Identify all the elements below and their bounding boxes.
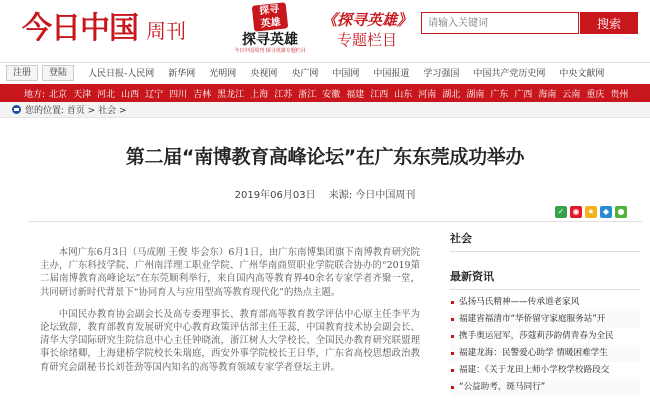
sidebar-section-latest[interactable]: 最新资讯	[450, 268, 640, 290]
qzone-icon[interactable]: ★	[585, 206, 597, 218]
region-link[interactable]: 黑龙江	[217, 89, 245, 100]
breadcrumb	[0, 102, 650, 118]
login-button[interactable]: 登陆	[42, 65, 74, 81]
divider	[28, 221, 642, 222]
article-paragraph: 本网广东6月3日（马成刚 王俊 毕会东）6月1日，由广东南博集团旗下南博教育研究院主办，广东科技学院、广州南洋理工职业学院、广州华南商贸职业学院联合协办的“2019第二届南博教育高峰论坛”在东莞顺利举行，来自国内高等教育界40余名专家学者齐聚一堂，共同研讨新时代背景下“协同育人与应用型高等教育现代化”的热点主题。	[40, 247, 420, 298]
news-item[interactable]: 福建省福清市“华侨留守家庭服务站”开	[450, 311, 640, 328]
home-icon	[12, 105, 21, 114]
news-item[interactable]: 福建：《关于龙田上师小学校学校路段交	[450, 362, 640, 379]
article-date: 2019年06月03日	[234, 190, 316, 201]
region-link[interactable]: 广东	[490, 89, 509, 100]
wechat-icon[interactable]: ✓	[555, 206, 567, 218]
partner-link[interactable]: 人民日报-人民网	[88, 69, 155, 79]
logo-text: 今日中国	[22, 11, 138, 46]
news-item[interactable]: 弘扬马氏精神——传承道老家风	[450, 294, 640, 311]
region-link[interactable]: 广西	[514, 89, 533, 100]
partner-link[interactable]: 中央文献网	[559, 69, 605, 79]
weibo-icon[interactable]: ◉	[570, 206, 582, 218]
region-link[interactable]: 上海	[250, 89, 269, 100]
wechat-moments-icon[interactable]: ●	[615, 206, 627, 218]
region-link[interactable]: 吉林	[193, 89, 212, 100]
site-logo[interactable]	[22, 10, 186, 48]
region-link[interactable]: 福建	[346, 89, 365, 100]
partner-link[interactable]: 中国报道	[373, 69, 410, 79]
sidebar-section-society[interactable]: 社会	[450, 230, 640, 252]
region-link[interactable]: 安徽	[322, 89, 341, 100]
article-paragraph: 中国民办教育协会副会长及高专委理事长、教育部高等教育教学评估中心原主任李平为论坛致辞，教育部教育发展研究中心教育政策评估部主任王蕊，中国教育技术协会副会长、清华大学国际研究生院信息中心主任钟晓流，浙江树人大学校长、全国民办教育研究联盟理事长徐绪卿，上海建桥学院校长朱瑞庭，西安外事学院校长王日华，广东省高校思想政治教育研究会副秘书长刘苍劲等国内知名的高等教育领域专家学者登坛主讲。	[40, 308, 420, 373]
badge-title: 探寻英雄	[242, 32, 298, 48]
region-link[interactable]: 江西	[370, 89, 389, 100]
article-body	[40, 246, 420, 383]
region-link[interactable]: 四川	[169, 89, 188, 100]
region-link[interactable]: 北京	[49, 89, 68, 100]
region-link[interactable]: 浙江	[298, 89, 317, 100]
partner-link[interactable]: 中国网	[332, 69, 360, 79]
region-link[interactable]: 湖北	[442, 89, 461, 100]
region-link[interactable]: 辽宁	[145, 89, 164, 100]
partner-link[interactable]: 光明网	[209, 69, 237, 79]
logo-suffix: 周刊	[146, 19, 186, 43]
partner-link[interactable]: 央视网	[250, 69, 278, 79]
partner-links	[88, 66, 618, 79]
feature-banner[interactable]	[312, 10, 422, 50]
share-bar	[552, 206, 627, 218]
region-label: 地方:	[24, 89, 46, 100]
region-link[interactable]: 江苏	[274, 89, 293, 100]
region-link[interactable]: 云南	[562, 89, 581, 100]
region-nav	[0, 84, 650, 102]
news-item[interactable]: “公益助考，斑马同行”	[450, 379, 640, 396]
article-meta	[0, 186, 650, 201]
news-item[interactable]: 携手奥运冠军，莎蔻莉莎韵倩青春为全民	[450, 328, 640, 345]
top-nav	[0, 62, 650, 82]
region-link[interactable]: 海南	[538, 89, 557, 100]
sidebar	[450, 230, 640, 396]
badge-subtitle: 今日中国周刊 探寻英雄专题栏目	[234, 48, 306, 54]
site-header	[0, 0, 650, 60]
region-link[interactable]: 山东	[394, 89, 413, 100]
seal-logo: 探寻 英雄	[252, 2, 289, 31]
partner-link[interactable]: 央广网	[291, 69, 319, 79]
region-link[interactable]: 河北	[97, 89, 116, 100]
search-input[interactable]	[421, 12, 579, 34]
hero-badge[interactable]	[230, 4, 310, 56]
region-link[interactable]: 重庆	[586, 89, 605, 100]
news-list	[450, 294, 640, 396]
region-link[interactable]: 天津	[73, 89, 92, 100]
partner-link[interactable]: 中国共产党历史网	[473, 69, 546, 79]
region-link[interactable]: 湖南	[466, 89, 485, 100]
partner-link[interactable]: 学习强国	[423, 69, 460, 79]
douban-icon[interactable]: ◆	[600, 206, 612, 218]
partner-link[interactable]: 新华网	[168, 69, 196, 79]
region-link[interactable]: 河南	[418, 89, 437, 100]
banner-line1: 《探寻英雄》	[321, 11, 412, 29]
article-source: 来源: 今日中国周刊	[328, 190, 416, 201]
page-title: 第二届“南博教育高峰论坛”在广东东莞成功举办	[125, 146, 525, 168]
banner-line2: 专题栏目	[336, 31, 397, 49]
region-link[interactable]: 贵州	[610, 89, 629, 100]
breadcrumb-text[interactable]: 您的位置: 首页 > 社会 >	[25, 106, 127, 116]
register-button[interactable]: 注册	[6, 65, 38, 81]
news-item[interactable]: 福建龙海：民警爱心助学 情暖困难学生	[450, 345, 640, 362]
search-button[interactable]: 搜索	[580, 12, 638, 34]
region-link[interactable]: 山西	[121, 89, 140, 100]
